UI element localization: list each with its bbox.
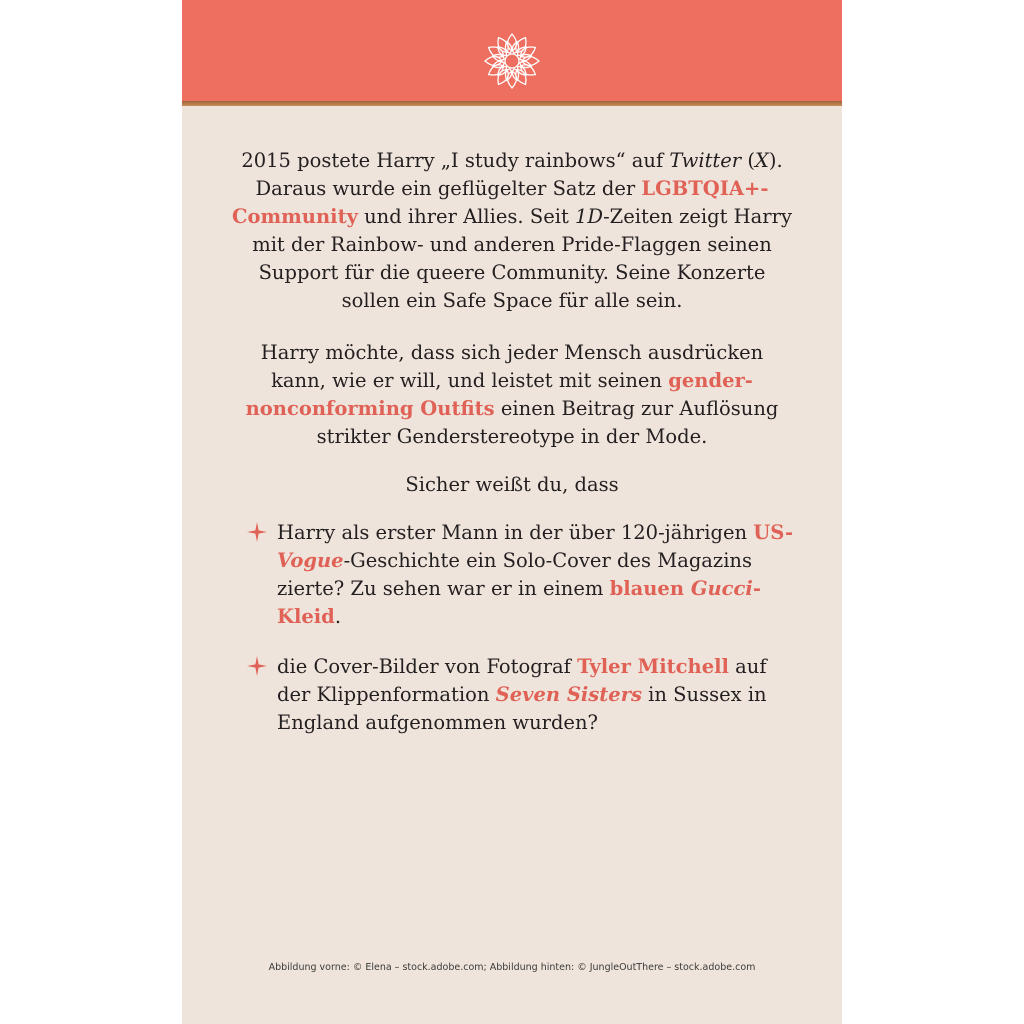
highlight-outfits: gender-nonconforming Outfits — [245, 369, 753, 420]
four-point-star-icon — [246, 655, 268, 677]
bullet-vogue: Harry als erster Mann in der über 120-jährigen US-Vogue-Geschichte ein Solo-Cover des Magazins zierte? Zu sehen war er in einem blauen Gucci-Kleid. — [277, 521, 794, 628]
gold-divider — [182, 101, 842, 106]
paragraph-outfits: Harry möchte, dass sich jeder Mensch ausdrücken kann, wie er will, und leistet mit seinen gender-nonconforming Outfits einen Beitrag zur Auflösung strikter Genderstereotype in der Mode. — [245, 341, 779, 448]
bullet-cover-photos: die Cover-Bilder von Fotograf Tyler Mitchell auf der Klippenformation Seven Sisters in Sussex in England aufgenommen wurden? — [277, 655, 767, 734]
four-point-star-icon — [246, 521, 268, 543]
image-credits: Abbildung vorne: © Elena – stock.adobe.com; Abbildung hinten: © JungleOutThere – stock.adobe.com — [268, 962, 756, 973]
highlight-lgbtqia: LGBTQIA+-Community — [232, 177, 769, 228]
book-page — [182, 0, 842, 1024]
paragraph-intro: Sicher weißt du, dass — [405, 473, 619, 496]
paragraph-rainbows: 2015 postete Harry „I study rainbows“ auf Twitter (X). Daraus wurde ein geflügelter Satz der LGBTQIA+-Community und ihrer Allies. Seit 1D-Zeiten zeigt Harry mit der Rainbow- und anderen Pride-Flaggen seinen Support für die queere Community. Seine Konzerte sollen ein Safe Space für alle sein. — [232, 149, 792, 312]
flower-icon — [482, 31, 542, 91]
header-band — [182, 0, 842, 102]
